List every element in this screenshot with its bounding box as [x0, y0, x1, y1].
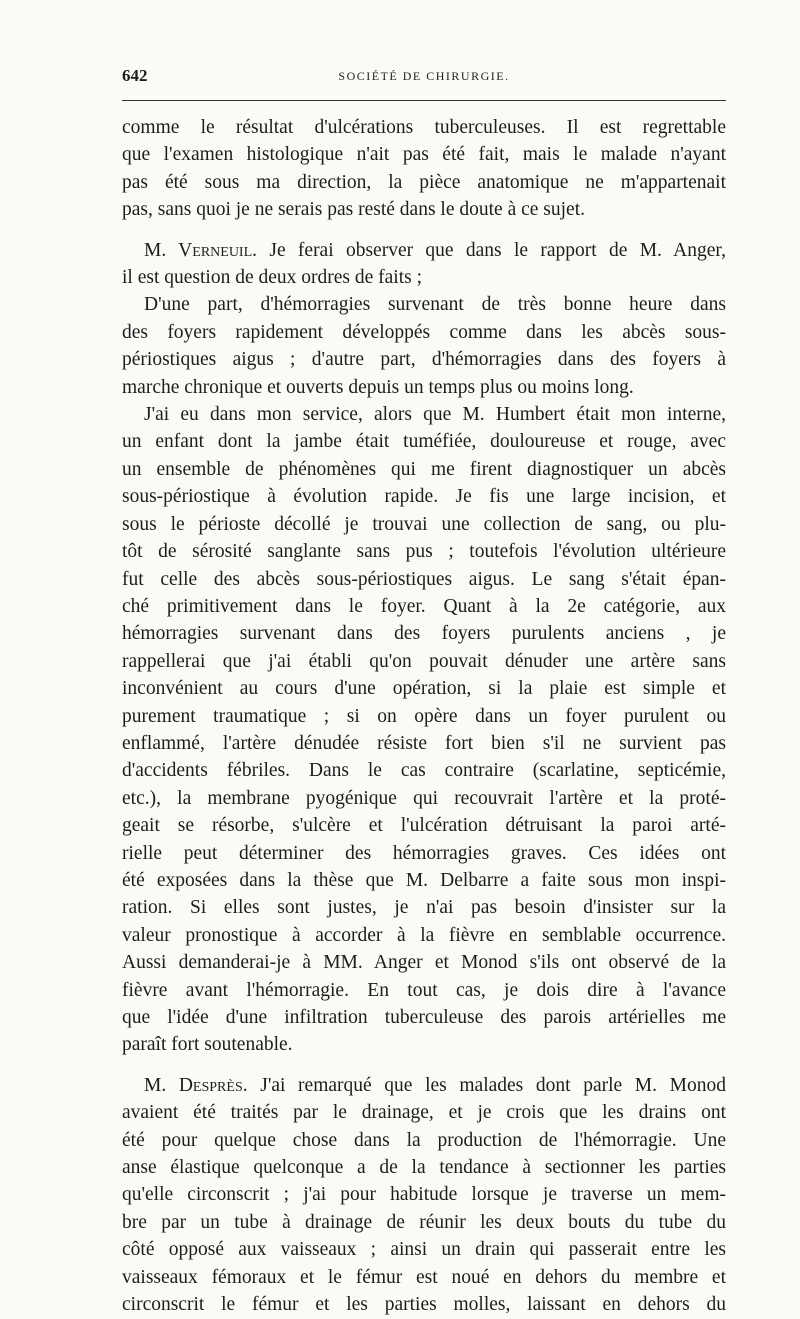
- text-line: anse élastique quelconque a de la tendance à sectionner les parties: [122, 1157, 726, 1179]
- text-line: fut celle des abcès sous-périostiques aigus. Le sang s'était épan-: [122, 568, 726, 590]
- body-text: [122, 114, 726, 1318]
- text-line: inconvénient au cours d'une opération, si la plaie est simple et: [122, 678, 726, 700]
- text-line: marche chronique et ouverts depuis un temps plus ou moins long.: [122, 376, 634, 398]
- text-line: que l'idée d'une infiltration tuberculeuse des parois artérielles me: [122, 1007, 726, 1028]
- text-line: été exposées dans la thèse que M. Delbarre a faite sous mon inspi-: [122, 869, 726, 891]
- text-line: paraît fort soutenable.: [122, 1034, 293, 1056]
- text-line: sous le périoste décollé je trouvai une collection de sang, ou plu-: [122, 513, 726, 535]
- speech-text: J'ai remarqué que les malades dont parle M. Monod: [247, 1074, 726, 1096]
- paragraph-4: [122, 401, 726, 1059]
- speaker-name: M. Verneuil.: [144, 239, 258, 261]
- page-number: 642: [122, 66, 148, 85]
- speaker-name: M. Desprès.: [144, 1074, 248, 1096]
- text-line: avaient été traités par le drainage, et je crois que les drains ont: [122, 1102, 726, 1124]
- text-line: ché primitivement dans le foyer. Quant à la 2e catégorie, aux: [122, 595, 726, 617]
- text-line: D'une part, d'hémorragies survenant de très bonne heure dans: [144, 294, 726, 316]
- text-line: que l'examen histologique n'ait pas été fait, mais le malade n'ayant: [122, 144, 726, 166]
- text-line: pas, sans quoi je ne serais pas resté dans le doute à ce sujet.: [122, 199, 585, 221]
- text-line: un ensemble de phénomènes qui me firent diagnostiquer un abcès: [122, 458, 726, 480]
- running-title: SOCIÉTÉ DE CHIRURGIE.: [338, 69, 510, 83]
- paragraph-3: [122, 291, 726, 401]
- text-line: valeur pronostique à accorder à la fièvre en semblable occurrence.: [122, 924, 726, 946]
- text-line: geait se résorbe, s'ulcère et l'ulcération détruisant la paroi arté-: [122, 815, 726, 837]
- text-line: périostiques aigus ; d'autre part, d'hémorragies dans des foyers à: [122, 349, 726, 371]
- text-line: tôt de sérosité sanglante sans pus ; toutefois l'évolution ultérieure: [122, 541, 726, 563]
- text-line: été pour quelque chose dans la production de l'hémorragie. Une: [122, 1129, 726, 1151]
- text-line: pas été sous ma direction, la pièce anatomique ne m'appartenait: [122, 171, 726, 193]
- speech-text: Je ferai observer que dans le rapport de M. Anger,: [257, 239, 726, 261]
- text-line: vaisseaux fémoraux et le fémur est noué en dehors du membre et: [122, 1266, 726, 1288]
- text-line: [122, 237, 726, 264]
- text-line: des foyers rapidement développés comme dans les abcès sous-: [122, 321, 726, 343]
- text-line: bre par un tube à drainage de réunir les deux bouts du tube du: [122, 1211, 726, 1233]
- paragraph-1: [122, 114, 726, 224]
- text-line: hémorragies survenant dans des foyers purulents anciens , je: [122, 623, 726, 645]
- text-line: [122, 1072, 726, 1099]
- text-line: etc.), la membrane pyogénique qui recouvrait l'artère et la proté-: [122, 787, 726, 809]
- text-line: ration. Si elles sont justes, je n'ai pas besoin d'insister sur la: [122, 897, 726, 919]
- text-line: enflammé, l'artère dénudée résiste fort bien s'il ne survient pas: [122, 732, 726, 754]
- text-line: circonscrit le fémur et les parties molles, laissant en dehors du: [122, 1294, 726, 1316]
- page-header: [122, 66, 726, 96]
- text-line: Aussi demanderai-je à MM. Anger et Monod s'ils ont observé de la: [122, 952, 726, 974]
- text-line: fièvre avant l'hémorragie. En tout cas, je dois dire à l'avance: [122, 979, 726, 1001]
- text-line: il est question de deux ordres de faits ;: [122, 267, 423, 289]
- paragraph-verneuil: [122, 237, 726, 292]
- paragraph-despres: [122, 1072, 726, 1319]
- text-line: J'ai eu dans mon service, alors que M. Humbert était mon interne,: [144, 404, 726, 426]
- text-line: côté opposé aux vaisseaux ; ainsi un drain qui passerait entre les: [122, 1239, 726, 1261]
- text-line: un enfant dont la jambe était tuméfiée, douloureuse et rouge, avec: [122, 431, 726, 453]
- header-rule: [122, 100, 726, 101]
- text-line: purement traumatique ; si on opère dans un foyer purulent ou: [122, 705, 726, 727]
- text-line: rielle peut déterminer des hémorragies graves. Ces idées ont: [122, 842, 726, 864]
- text-line: sous-périostique à évolution rapide. Je fis une large incision, et: [122, 486, 726, 508]
- text-line: comme le résultat d'ulcérations tuberculeuses. Il est regrettable: [122, 117, 726, 138]
- text-line: d'accidents fébriles. Dans le cas contraire (scarlatine, septicémie,: [122, 760, 726, 782]
- text-line: qu'elle circonscrit ; j'ai pour habitude lorsque je traverse un mem-: [122, 1184, 726, 1206]
- text-line: rappellerai que j'ai établi qu'on pouvait dénuder une artère sans: [122, 650, 726, 672]
